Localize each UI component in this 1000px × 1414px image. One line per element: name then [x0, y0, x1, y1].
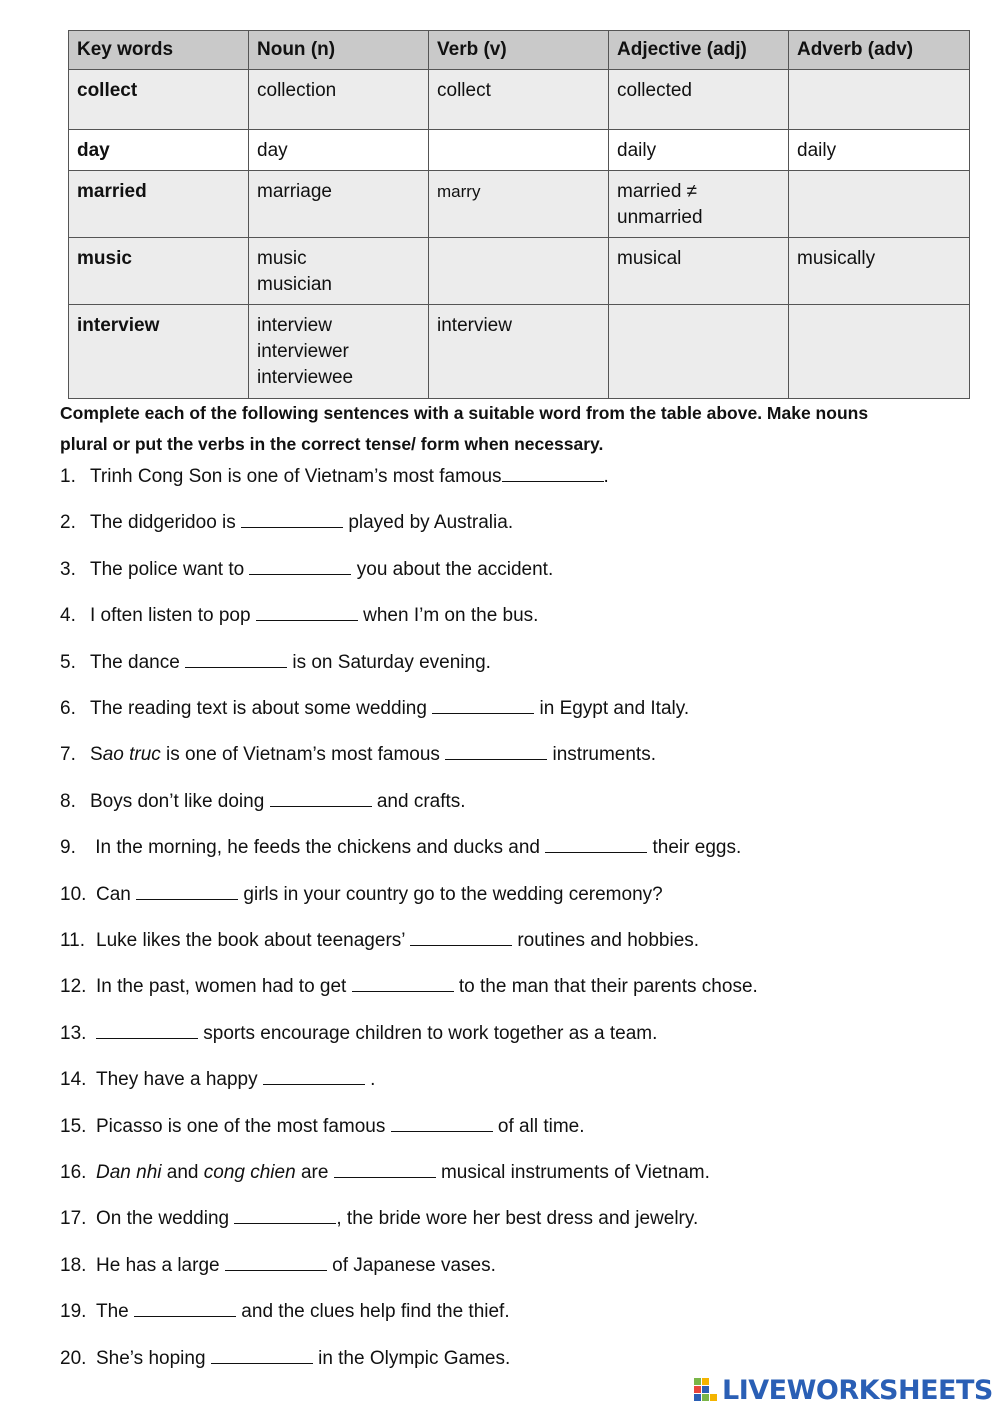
question-number: 19.	[60, 1301, 87, 1323]
question-8	[60, 787, 466, 817]
noun-form: marriage	[257, 181, 332, 202]
noun-cell	[249, 130, 429, 171]
adjective-form: unmarried	[617, 207, 703, 228]
question-text	[90, 833, 741, 863]
adjective-cell	[609, 70, 789, 130]
table-row-music	[69, 238, 970, 305]
table-row-day	[69, 130, 970, 171]
answer-blank[interactable]	[241, 509, 343, 528]
question-fragment: when I’m on the bus.	[357, 605, 539, 627]
adverb-form: musically	[797, 248, 876, 269]
adjective-form: married ≠	[617, 181, 698, 202]
question-fragment: of Japanese vases.	[326, 1254, 496, 1276]
question-fragment: She’s hoping	[96, 1347, 211, 1369]
answer-blank[interactable]	[445, 741, 547, 760]
noun-cell	[249, 70, 429, 130]
header-adverb: Adverb (adv)	[789, 31, 970, 70]
question-text	[96, 926, 699, 956]
question-17	[60, 1204, 698, 1234]
key-word-cell: music	[69, 238, 249, 305]
question-number: 3.	[60, 558, 76, 580]
question-fragment: The dance	[90, 651, 186, 673]
adjective-form: collected	[617, 80, 692, 101]
question-number: 15.	[60, 1115, 87, 1137]
instructions	[60, 398, 960, 460]
logo-text: LIVEWORKSHEETS	[722, 1374, 993, 1406]
question-number: 13.	[60, 1022, 87, 1044]
instruction-line-2: plural or put the verbs in the correct tense/ form when necessary.	[60, 434, 604, 454]
question-7	[60, 740, 656, 770]
table-row-married	[69, 171, 970, 238]
question-fragment: , the bride wore her best dress and jewelry.	[336, 1208, 699, 1230]
key-word-cell: day	[69, 130, 249, 171]
question-fragment: is one of Vietnam’s most famous	[160, 744, 446, 766]
header-key-words: Key words	[69, 31, 249, 70]
answer-blank[interactable]	[352, 973, 454, 992]
answer-blank[interactable]	[270, 788, 372, 807]
adverb-form: daily	[797, 140, 837, 161]
adjective-form: musical	[617, 248, 682, 269]
noun-form: musician	[257, 274, 332, 295]
answer-blank[interactable]	[391, 1113, 493, 1132]
question-fragment: sports encourage children to work together as a team.	[198, 1022, 658, 1044]
question-fragment: are	[295, 1162, 334, 1183]
table-row-interview	[69, 305, 970, 399]
answer-blank[interactable]	[263, 1066, 365, 1085]
question-12	[60, 972, 758, 1002]
adverb-cell	[789, 130, 970, 171]
question-fragment: He has a large	[96, 1254, 225, 1276]
answer-blank[interactable]	[432, 695, 534, 714]
noun-form: music	[257, 248, 307, 269]
question-text	[96, 880, 663, 910]
noun-cell	[249, 238, 429, 305]
adverb-cell	[789, 171, 970, 238]
question-text	[90, 648, 491, 678]
answer-blank[interactable]	[136, 881, 238, 900]
verb-cell	[429, 238, 609, 305]
word-forms-table	[68, 30, 970, 399]
answer-blank[interactable]	[334, 1159, 436, 1178]
adjective-cell	[609, 171, 789, 238]
key-word-cell: collect	[69, 70, 249, 130]
question-fragment: The didgeridoo is	[90, 512, 242, 534]
question-fragment: They have a happy	[96, 1069, 263, 1091]
question-number: 20.	[60, 1347, 87, 1369]
question-number: 5.	[60, 651, 76, 673]
question-fragment: In the past, women had to get	[96, 976, 352, 998]
verb-cell	[429, 130, 609, 171]
answer-blank[interactable]	[249, 556, 351, 575]
verb-form: marry	[437, 182, 481, 201]
question-number: 12.	[60, 976, 87, 998]
question-fragment: to the man that their parents chose.	[453, 976, 758, 998]
adverb-cell	[789, 305, 970, 399]
answer-blank[interactable]	[410, 927, 512, 946]
answer-blank[interactable]	[96, 1020, 198, 1039]
header-verb: Verb (v)	[429, 31, 609, 70]
noun-form: interview	[257, 315, 332, 336]
question-fragment: girls in your country go to the wedding ceremony?	[238, 883, 663, 905]
verb-cell	[429, 70, 609, 130]
question-10	[60, 880, 663, 910]
question-11	[60, 926, 699, 956]
question-text	[96, 1019, 657, 1049]
question-fragment: and the clues help find the thief.	[236, 1301, 510, 1323]
question-fragment: The	[96, 1301, 135, 1323]
answer-blank[interactable]	[185, 649, 287, 668]
answer-blank[interactable]	[502, 463, 604, 482]
key-word-cell: married	[69, 171, 249, 238]
question-number: 1.	[60, 466, 76, 487]
question-fragment: musical instruments of Vietnam.	[435, 1162, 710, 1183]
question-number: 8.	[60, 790, 76, 812]
question-fragment: Can	[96, 883, 137, 905]
adverb-cell	[789, 70, 970, 130]
question-fragment: played by Australia.	[343, 512, 514, 534]
question-number: 14.	[60, 1069, 87, 1091]
header-adjective: Adjective (adj)	[609, 31, 789, 70]
question-13	[60, 1019, 657, 1049]
question-number: 10.	[60, 883, 87, 905]
question-text	[96, 1112, 585, 1142]
italic-term: cong chien	[203, 1162, 296, 1183]
question-fragment: The police want to	[90, 558, 250, 580]
answer-blank[interactable]	[225, 1252, 327, 1271]
question-fragment: is on Saturday evening.	[287, 651, 491, 673]
noun-form: day	[257, 140, 288, 161]
question-text	[96, 1251, 496, 1281]
question-number: 17.	[60, 1208, 87, 1230]
question-15	[60, 1112, 585, 1142]
question-text	[90, 601, 538, 631]
question-text	[96, 1344, 510, 1374]
question-fragment: The reading text is about some wedding	[90, 698, 433, 719]
answer-blank[interactable]	[256, 602, 358, 621]
question-2	[60, 508, 513, 538]
question-number: 6.	[60, 698, 76, 719]
noun-form: collection	[257, 80, 337, 101]
question-text	[90, 555, 553, 585]
key-word-cell: interview	[69, 305, 249, 399]
question-6	[60, 694, 689, 724]
question-fragment: .	[364, 1069, 376, 1091]
question-number: 2.	[60, 512, 76, 534]
question-3	[60, 555, 553, 585]
answer-blank[interactable]	[211, 1345, 313, 1364]
question-number: 9.	[60, 837, 76, 859]
question-text	[90, 787, 466, 817]
question-5	[60, 648, 491, 678]
question-fragment: routines and hobbies.	[512, 930, 700, 951]
question-16	[60, 1158, 710, 1188]
verb-cell	[429, 305, 609, 399]
table-header-row	[69, 31, 970, 70]
question-text	[90, 694, 689, 724]
question-fragment: their eggs.	[647, 837, 742, 859]
question-number: 4.	[60, 605, 76, 627]
adjective-cell	[609, 238, 789, 305]
question-text	[96, 1297, 510, 1327]
question-text	[96, 972, 758, 1002]
question-fragment: of all time.	[492, 1115, 585, 1137]
noun-form: interviewer	[257, 341, 349, 362]
question-text	[90, 740, 656, 770]
question-number: 16.	[60, 1162, 87, 1183]
adjective-form: daily	[617, 140, 657, 161]
question-fragment: in Egypt and Italy.	[534, 698, 690, 719]
verb-form: interview	[437, 315, 512, 336]
question-fragment: and	[161, 1162, 204, 1183]
question-18	[60, 1251, 496, 1281]
question-text	[90, 508, 513, 538]
question-fragment: Boys don’t like doing	[90, 790, 270, 812]
question-fragment: In the morning, he feeds the chickens and ducks and	[90, 837, 546, 859]
adjective-cell	[609, 305, 789, 399]
noun-cell	[249, 305, 429, 399]
question-fragment: Luke likes the book about teenagers’	[96, 930, 411, 951]
italic-term: ao truc	[102, 744, 161, 766]
adverb-cell	[789, 238, 970, 305]
question-number: 18.	[60, 1254, 87, 1276]
question-fragment: and crafts.	[371, 790, 466, 812]
question-number: 7.	[60, 744, 76, 766]
question-4	[60, 601, 538, 631]
question-fragment: On the wedding	[96, 1208, 235, 1230]
noun-cell	[249, 171, 429, 238]
answer-blank[interactable]	[234, 1205, 336, 1224]
question-number: 11.	[60, 930, 86, 951]
verb-form: collect	[437, 80, 491, 101]
question-20	[60, 1344, 510, 1374]
header-noun: Noun (n)	[249, 31, 429, 70]
question-text	[96, 1204, 698, 1234]
instruction-line-1: Complete each of the following sentences with a suitable word from the table above. Make nouns	[60, 403, 869, 423]
question-fragment: in the Olympic Games.	[312, 1347, 511, 1369]
italic-term: Dan nhi	[96, 1162, 162, 1183]
table-row-collect	[69, 70, 970, 130]
question-1	[60, 462, 609, 492]
verb-cell	[429, 171, 609, 238]
question-fragment: Trinh Cong Son is one of Vietnam’s most famous	[90, 466, 502, 487]
adjective-cell	[609, 130, 789, 171]
answer-blank[interactable]	[545, 834, 647, 853]
question-fragment: I often listen to pop	[90, 605, 256, 627]
question-fragment: Picasso is one of the most famous	[96, 1115, 391, 1137]
question-fragment: .	[603, 466, 609, 487]
liveworksheets-logo	[694, 1372, 993, 1408]
question-14	[60, 1065, 375, 1095]
liveworksheets-logo-icon	[694, 1377, 718, 1403]
question-fragment: instruments.	[547, 744, 656, 766]
question-text	[96, 1065, 375, 1095]
noun-form: interviewee	[257, 367, 354, 388]
question-text	[90, 462, 609, 492]
question-9	[60, 833, 741, 863]
question-fragment: S	[90, 744, 103, 766]
question-fragment: you about the accident.	[351, 558, 554, 580]
question-text	[96, 1158, 710, 1188]
answer-blank[interactable]	[134, 1298, 236, 1317]
question-19	[60, 1297, 510, 1327]
